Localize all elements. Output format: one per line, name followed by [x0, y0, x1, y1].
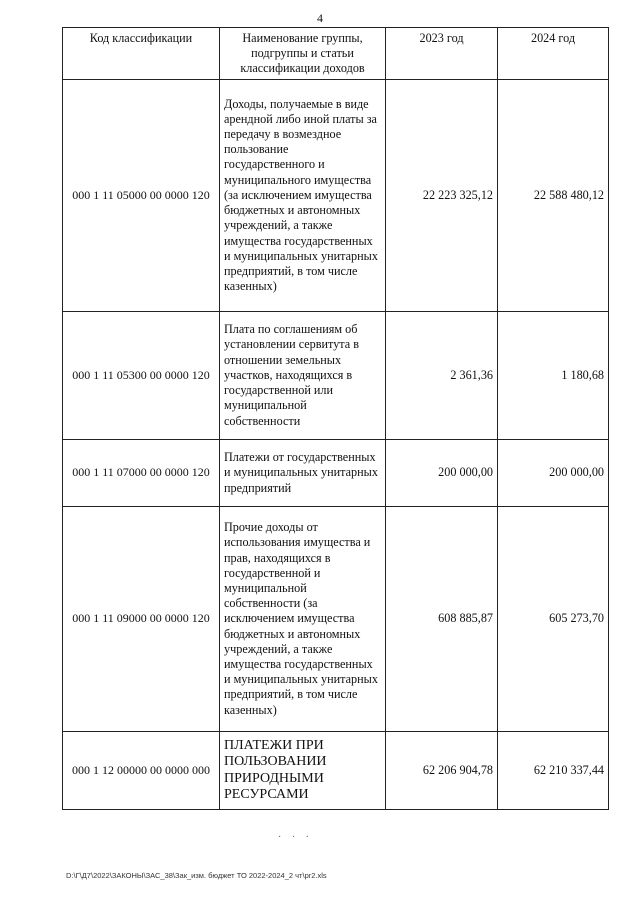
- row-code: 000 1 12 00000 00 0000 000: [63, 732, 220, 810]
- table-row: [63, 80, 609, 312]
- revenue-table: [62, 27, 609, 810]
- row-code: 000 1 11 05000 00 0000 120: [63, 80, 220, 312]
- row-2023-value: 200 000,00: [386, 440, 498, 507]
- row-name: Прочие доходы от использования имущества и прав, находящихся в государственной и муниципальной собственности (за исключением имущества бюджетных и автономных учреждений, а также имущества государственных и муниципальных унитарных предприятий, в том числе казенных): [220, 507, 386, 732]
- row-2023-value: 62 206 904,78: [386, 732, 498, 810]
- footer-file-path: D:\Г\Д7\2022\ЗАКОНЫ\ЗАС_38\Зак_изм. бюджет ТО 2022-2024_2 чт\pr2.xls: [66, 871, 327, 880]
- scan-artifact-dots: · · ·: [278, 832, 313, 843]
- table-row: [63, 732, 609, 810]
- row-code: 000 1 11 07000 00 0000 120: [63, 440, 220, 507]
- row-code: 000 1 11 05300 00 0000 120: [63, 312, 220, 440]
- row-name: Платежи от государственных и муниципальных унитарных предприятий: [220, 440, 386, 507]
- row-name: Плата по соглашениям об установлении сервитута в отношении земельных участков, находящихся в государственной или муниципальной собственности: [220, 312, 386, 440]
- row-code: 000 1 11 09000 00 0000 120: [63, 507, 220, 732]
- row-2023-value: 22 223 325,12: [386, 80, 498, 312]
- row-2024-value: 22 588 480,12: [498, 80, 609, 312]
- row-2024-value: 1 180,68: [498, 312, 609, 440]
- table-row: [63, 507, 609, 732]
- table-row: [63, 440, 609, 507]
- header-2024: 2024 год: [498, 28, 609, 80]
- header-code: Код классификации: [63, 28, 220, 80]
- table-header-row: [63, 28, 609, 80]
- header-name: Наименование группы, подгруппы и статьи классификации доходов: [220, 28, 386, 80]
- row-2024-value: 605 273,70: [498, 507, 609, 732]
- row-2024-value: 200 000,00: [498, 440, 609, 507]
- row-2023-value: 2 361,36: [386, 312, 498, 440]
- header-2023: 2023 год: [386, 28, 498, 80]
- row-2024-value: 62 210 337,44: [498, 732, 609, 810]
- row-name: ПЛАТЕЖИ ПРИ ПОЛЬЗОВАНИИ ПРИРОДНЫМИ РЕСУРСАМИ: [220, 732, 386, 810]
- page-number: 4: [317, 11, 323, 25]
- row-2023-value: 608 885,87: [386, 507, 498, 732]
- table-row: [63, 312, 609, 440]
- row-name: Доходы, получаемые в виде арендной либо иной платы за передачу в возмездное пользование государственного и муниципального имущества (за исключением имущества бюджетных и автономных учреждений, а также имущества государственных и муниципальных унитарных предприятий, в том числе казенных): [220, 80, 386, 312]
